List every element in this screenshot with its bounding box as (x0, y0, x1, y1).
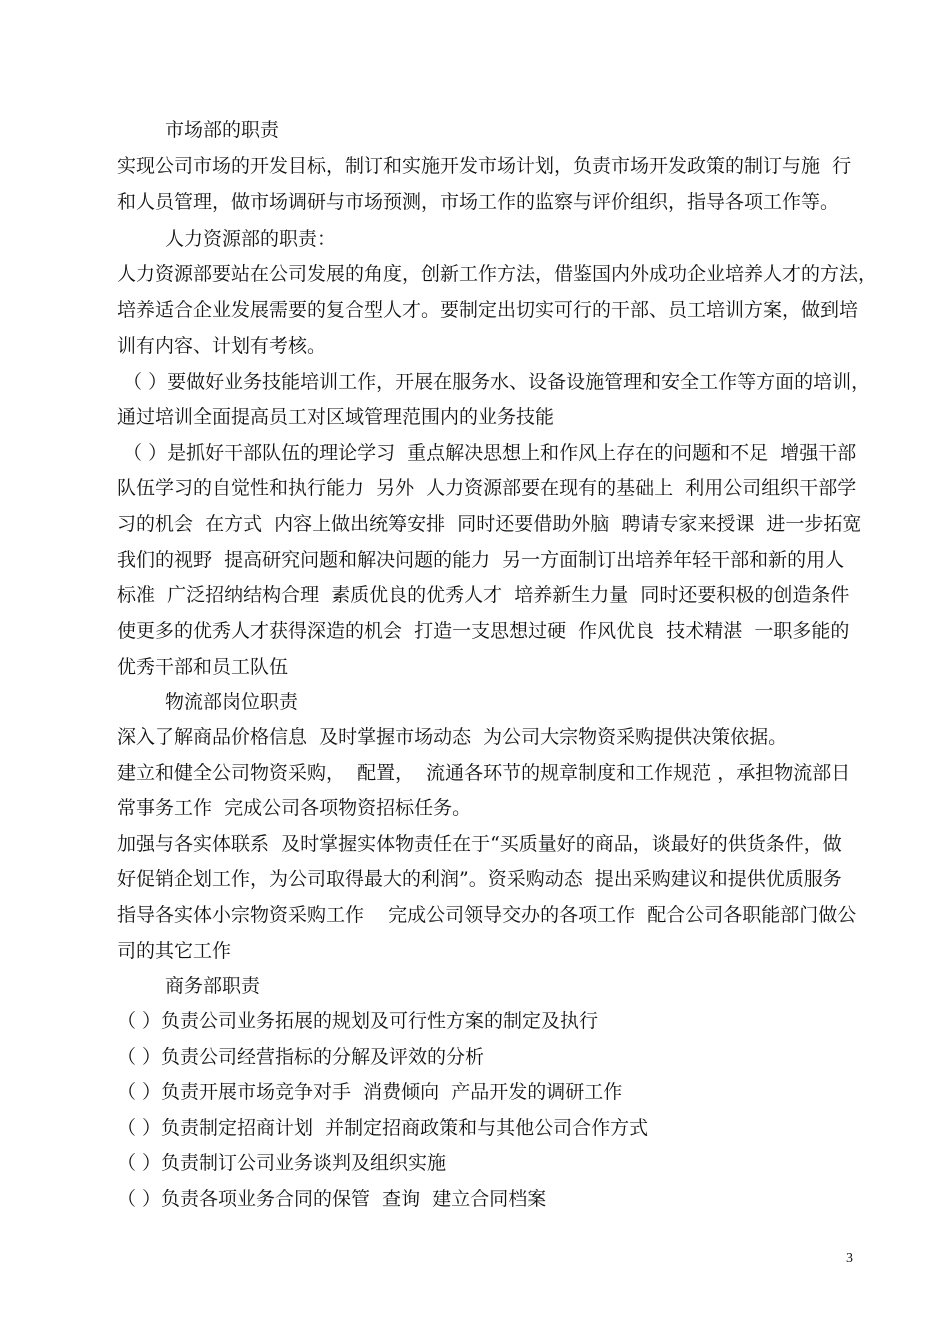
paragraph-line: 司的其它工作 (117, 940, 232, 962)
paragraph-line: 和人员管理，做市场调研与市场预测，市场工作的监察与评价组织，指导各项工作等。 (117, 191, 840, 213)
paragraph-line: 深入了解商品价格信息 及时掌握市场动态 为公司大宗物资采购提供决策依据。 (117, 726, 788, 748)
paragraph-line: 训有内容、计划有考核。 (117, 335, 327, 357)
heading-market-dept: 市场部的职责 (165, 119, 280, 141)
paragraph-line: 使更多的优秀人才获得深造的机会 打造一支思想过硬 作风优良 技术精湛 一职多能的 (117, 620, 850, 642)
paragraph-line: 常事务工作 完成公司各项物资招标任务。 (117, 797, 472, 819)
paragraph-line: 人力资源部要站在公司发展的角度，创新工作方法，借鉴国内外成功企业培养人才的方法， (117, 263, 878, 285)
paragraph-line: 队伍学习的自觉性和执行能力 另外 人力资源部要在现有的基础上 利用公司组织干部学 (117, 477, 857, 499)
heading-business-dept: 商务部职责 (165, 975, 261, 997)
paragraph-line: （ ）是抓好干部队伍的理论学习 重点解决思想上和作风上存在的问题和不足 增强干部 (117, 442, 857, 464)
list-item: （ ）负责公司经营指标的分解及评效的分析 (117, 1046, 485, 1068)
paragraph-line: 优秀干部和员工队伍 (117, 656, 289, 678)
list-item: （ ）负责开展市场竞争对手 消费倾向 产品开发的调研工作 (117, 1081, 623, 1103)
paragraph-line: 加强与各实体联系 及时掌握实体物责任在于“买质量好的商品，谈最好的供货条件，做 (117, 833, 842, 855)
heading-logistics-dept: 物流部岗位职责 (165, 691, 299, 713)
paragraph-line: 我们的视野 提高研究问题和解决问题的能力 另一方面制订出培养年轻干部和新的用人 (117, 549, 845, 571)
paragraph-line: （ ）要做好业务技能培训工作，开展在服务水、设备设施管理和安全工作等方面的培训， (117, 371, 871, 393)
paragraph-line: 实现公司市场的开发目标，制订和实施开发市场计划，负责市场开发政策的制订与施 行 (117, 155, 852, 177)
paragraph-line: 建立和健全公司物资采购， 配置， 流通各环节的规章制度和工作规范 ，承担物流部日 (117, 762, 851, 784)
list-item: （ ）负责制订公司业务谈判及组织实施 (117, 1152, 447, 1174)
list-item: （ ）负责各项业务合同的保管 查询 建立合同档案 (117, 1188, 547, 1210)
list-item: （ ）负责公司业务拓展的规划及可行性方案的制定及执行 (117, 1010, 599, 1032)
list-item: （ ）负责制定招商计划 并制定招商政策和与其他公司合作方式 (117, 1117, 649, 1139)
paragraph-line: 标准 广泛招纳结构合理 素质优良的优秀人才 培养新生力量 同时还要积极的创造条件 (117, 584, 850, 606)
paragraph-line: 通过培训全面提高员工对区域管理范围内的业务技能 (117, 406, 555, 428)
paragraph-line: 培养适合企业发展需要的复合型人才。要制定出切实可行的干部、员工培训方案，做到培 (117, 299, 859, 321)
heading-hr-dept: 人力资源部的职责： (165, 228, 337, 250)
paragraph-line: 指导各实体小宗物资采购工作 完成公司领导交办的各项工作 配合公司各职能部门做公 (117, 904, 857, 926)
page-number: 3 (846, 1251, 853, 1266)
paragraph-line: 习的机会 在方式 内容上做出统筹安排 同时还要借助外脑 聘请专家来授课 进一步拓宽 (117, 513, 862, 535)
paragraph-line: 好促销企划工作，为公司取得最大的利润”。资采购动态 提出采购建议和提供优质服务 (117, 868, 842, 890)
